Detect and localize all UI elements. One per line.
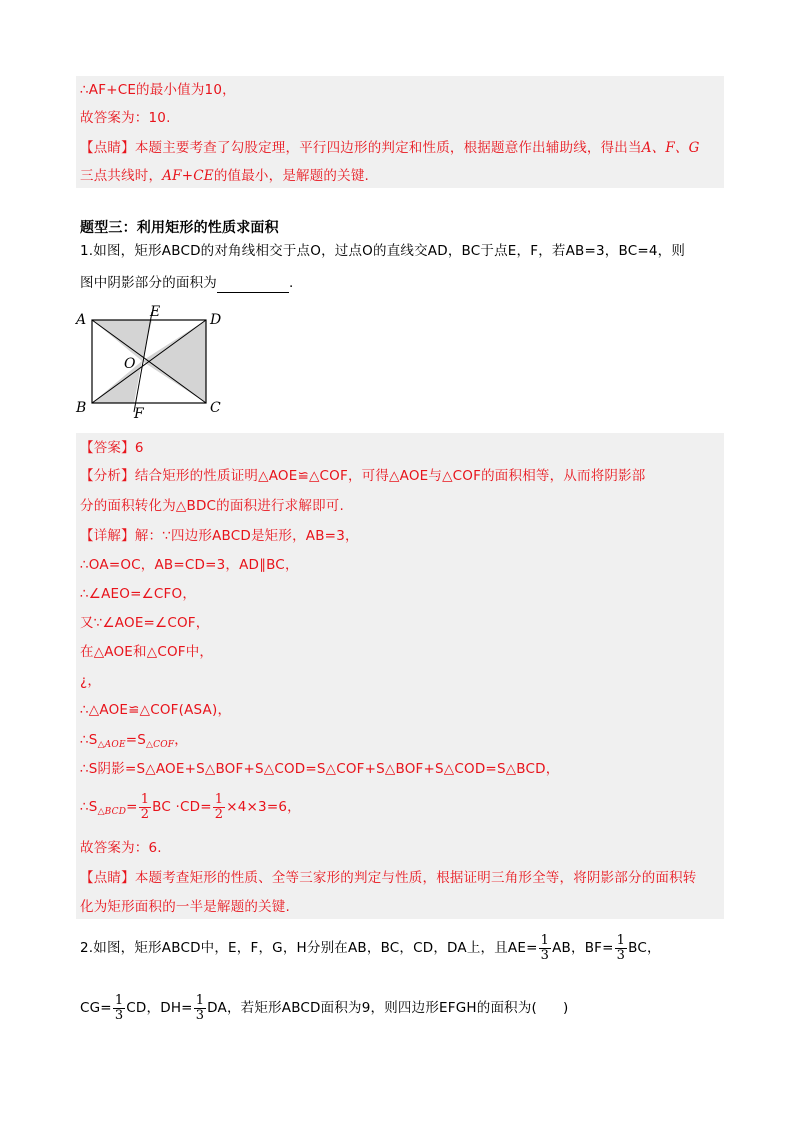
dianjing-points: A、F、G <box>641 140 700 156</box>
analysis-row-2: 分的面积转化为△BDC的面积进行求解即可. <box>80 498 344 514</box>
q2-fraction-1: $\frac{1}{3}$ <box>540 932 550 963</box>
section-title: 题型三：利用矩形的性质求面积 <box>80 220 279 236</box>
dj-tag: 【点睛】 <box>80 870 135 886</box>
detail-row-9: ∴S阴影=S△AOE+S△BOF+S△COD=S△COF+S△BOF+S△COD=S△BCD， <box>80 761 560 777</box>
dianjing-line-2 <box>80 166 369 186</box>
answer-line: 故答案为：10. <box>80 110 171 126</box>
q2-fraction-4: $\frac{1}{3}$ <box>195 992 205 1023</box>
dianjing-text-pre: 三点共线时， <box>80 168 163 184</box>
analysis-text-1: 结合矩形的性质证明△AOE≌△COF，可得△AOE与△COF的面积相等，从而将阴影部 <box>134 468 646 484</box>
shade-dco <box>142 320 206 403</box>
detail-row-10 <box>80 790 301 829</box>
label-d: D <box>210 312 222 328</box>
detail-row-7: ∴△AOE≌△COF(ASA)， <box>80 702 232 718</box>
fraction-half-1: $\frac{1}{2}$ <box>140 791 150 822</box>
q2-fraction-3: $\frac{1}{3}$ <box>114 992 124 1023</box>
detail-tag: 【详解】 <box>80 528 135 544</box>
area-s2: =S <box>125 732 147 748</box>
area-bcd-s: ∴S <box>80 799 98 815</box>
label-b: B <box>76 400 87 416</box>
label-f: F <box>134 406 144 420</box>
dianjing-text-post: 的值最小，是解题的关键. <box>213 168 370 184</box>
area-eq: = <box>126 799 138 815</box>
q2-l2-post: DA，若矩形ABCD面积为9，则四边形EFGH的面积为( <box>207 1000 538 1016</box>
label-o: O <box>124 356 136 372</box>
dianjing-text: 本题主要考查了勾股定理，平行四边形的判定和性质，根据题意作出辅助线，得出当 <box>134 140 642 156</box>
area-result: ×4×3=6， <box>226 799 301 815</box>
area-comma: ， <box>174 732 188 748</box>
area-s1: ∴S <box>80 732 98 748</box>
detail-text-1: 解：∵四边形ABCD是矩形，AB=3， <box>134 528 359 544</box>
answer-value: 6 <box>134 440 144 456</box>
analysis-row-1 <box>80 466 646 486</box>
dianjing-expr: AF+CE <box>162 168 214 184</box>
dianjing-tag: 【点睛】 <box>80 140 135 156</box>
answer-tag: 【答案】 <box>80 440 135 456</box>
final-answer: 故答案为：6. <box>80 840 162 856</box>
q2-text-pre: 2.如图，矩形ABCD中，E，F，G，H分别在AB，BC，CD，DA上，且AE= <box>80 940 538 956</box>
label-e: E <box>150 304 161 320</box>
label-a: A <box>76 312 87 328</box>
analysis-tag: 【分析】 <box>80 468 135 484</box>
detail-row-6: ¿， <box>80 673 102 689</box>
q2-l2-pre: CG= <box>80 1000 112 1016</box>
q1-period: . <box>289 275 294 291</box>
detail-row-8 <box>80 730 188 755</box>
detail-row-1 <box>80 526 359 546</box>
q2-l2-mid: CD，DH= <box>126 1000 193 1016</box>
answer-row <box>80 438 144 458</box>
area-sub-bcd: △BCD <box>97 807 127 817</box>
q1-line-1: 1.如图，矩形ABCD的对角线相交于点O，过点O的直线交AD，BC于点E，F，若AB=3，BC=4，则 <box>80 243 686 259</box>
q1-line-2 <box>80 273 294 293</box>
area-sub-cof: △COF <box>146 740 175 750</box>
q2-text-mid: AB，BF= <box>552 940 614 956</box>
fraction-half-2: $\frac{1}{2}$ <box>214 791 224 822</box>
q2-line-2 <box>80 990 568 1026</box>
area-sub-aoe: △AOE <box>97 740 126 750</box>
dj-text-1: 本题考查矩形的性质、全等三家形的判定与性质，根据证明三角形全等，将阴影部分的面积转 <box>134 870 697 886</box>
label-c: C <box>210 400 221 416</box>
rectangle-figure <box>72 304 232 420</box>
q2-text-post: BC， <box>628 940 661 956</box>
q2-l2-close: ) <box>563 1000 569 1016</box>
min-value-line: ∴AF+CE的最小值为10， <box>80 82 236 98</box>
answer-blank <box>217 278 289 293</box>
q1-text: 图中阴影部分的面积为 <box>80 275 217 291</box>
q2-line-1 <box>80 930 661 966</box>
detail-row-4: 又∵∠AOE=∠COF， <box>80 615 210 631</box>
q2-fraction-2: $\frac{1}{3}$ <box>616 932 626 963</box>
detail-row-3: ∴∠AEO=∠CFO， <box>80 586 197 602</box>
area-mid: BC ·CD= <box>152 799 212 815</box>
dj-row-2: 化为矩形面积的一半是解题的关键. <box>80 899 290 915</box>
detail-row-2: ∴OA=OC，AB=CD=3，AD∥BC， <box>80 557 299 573</box>
dj-row-1 <box>80 868 697 888</box>
dianjing-line-1 <box>80 138 700 158</box>
detail-row-5: 在△AOE和△COF中， <box>80 644 214 660</box>
